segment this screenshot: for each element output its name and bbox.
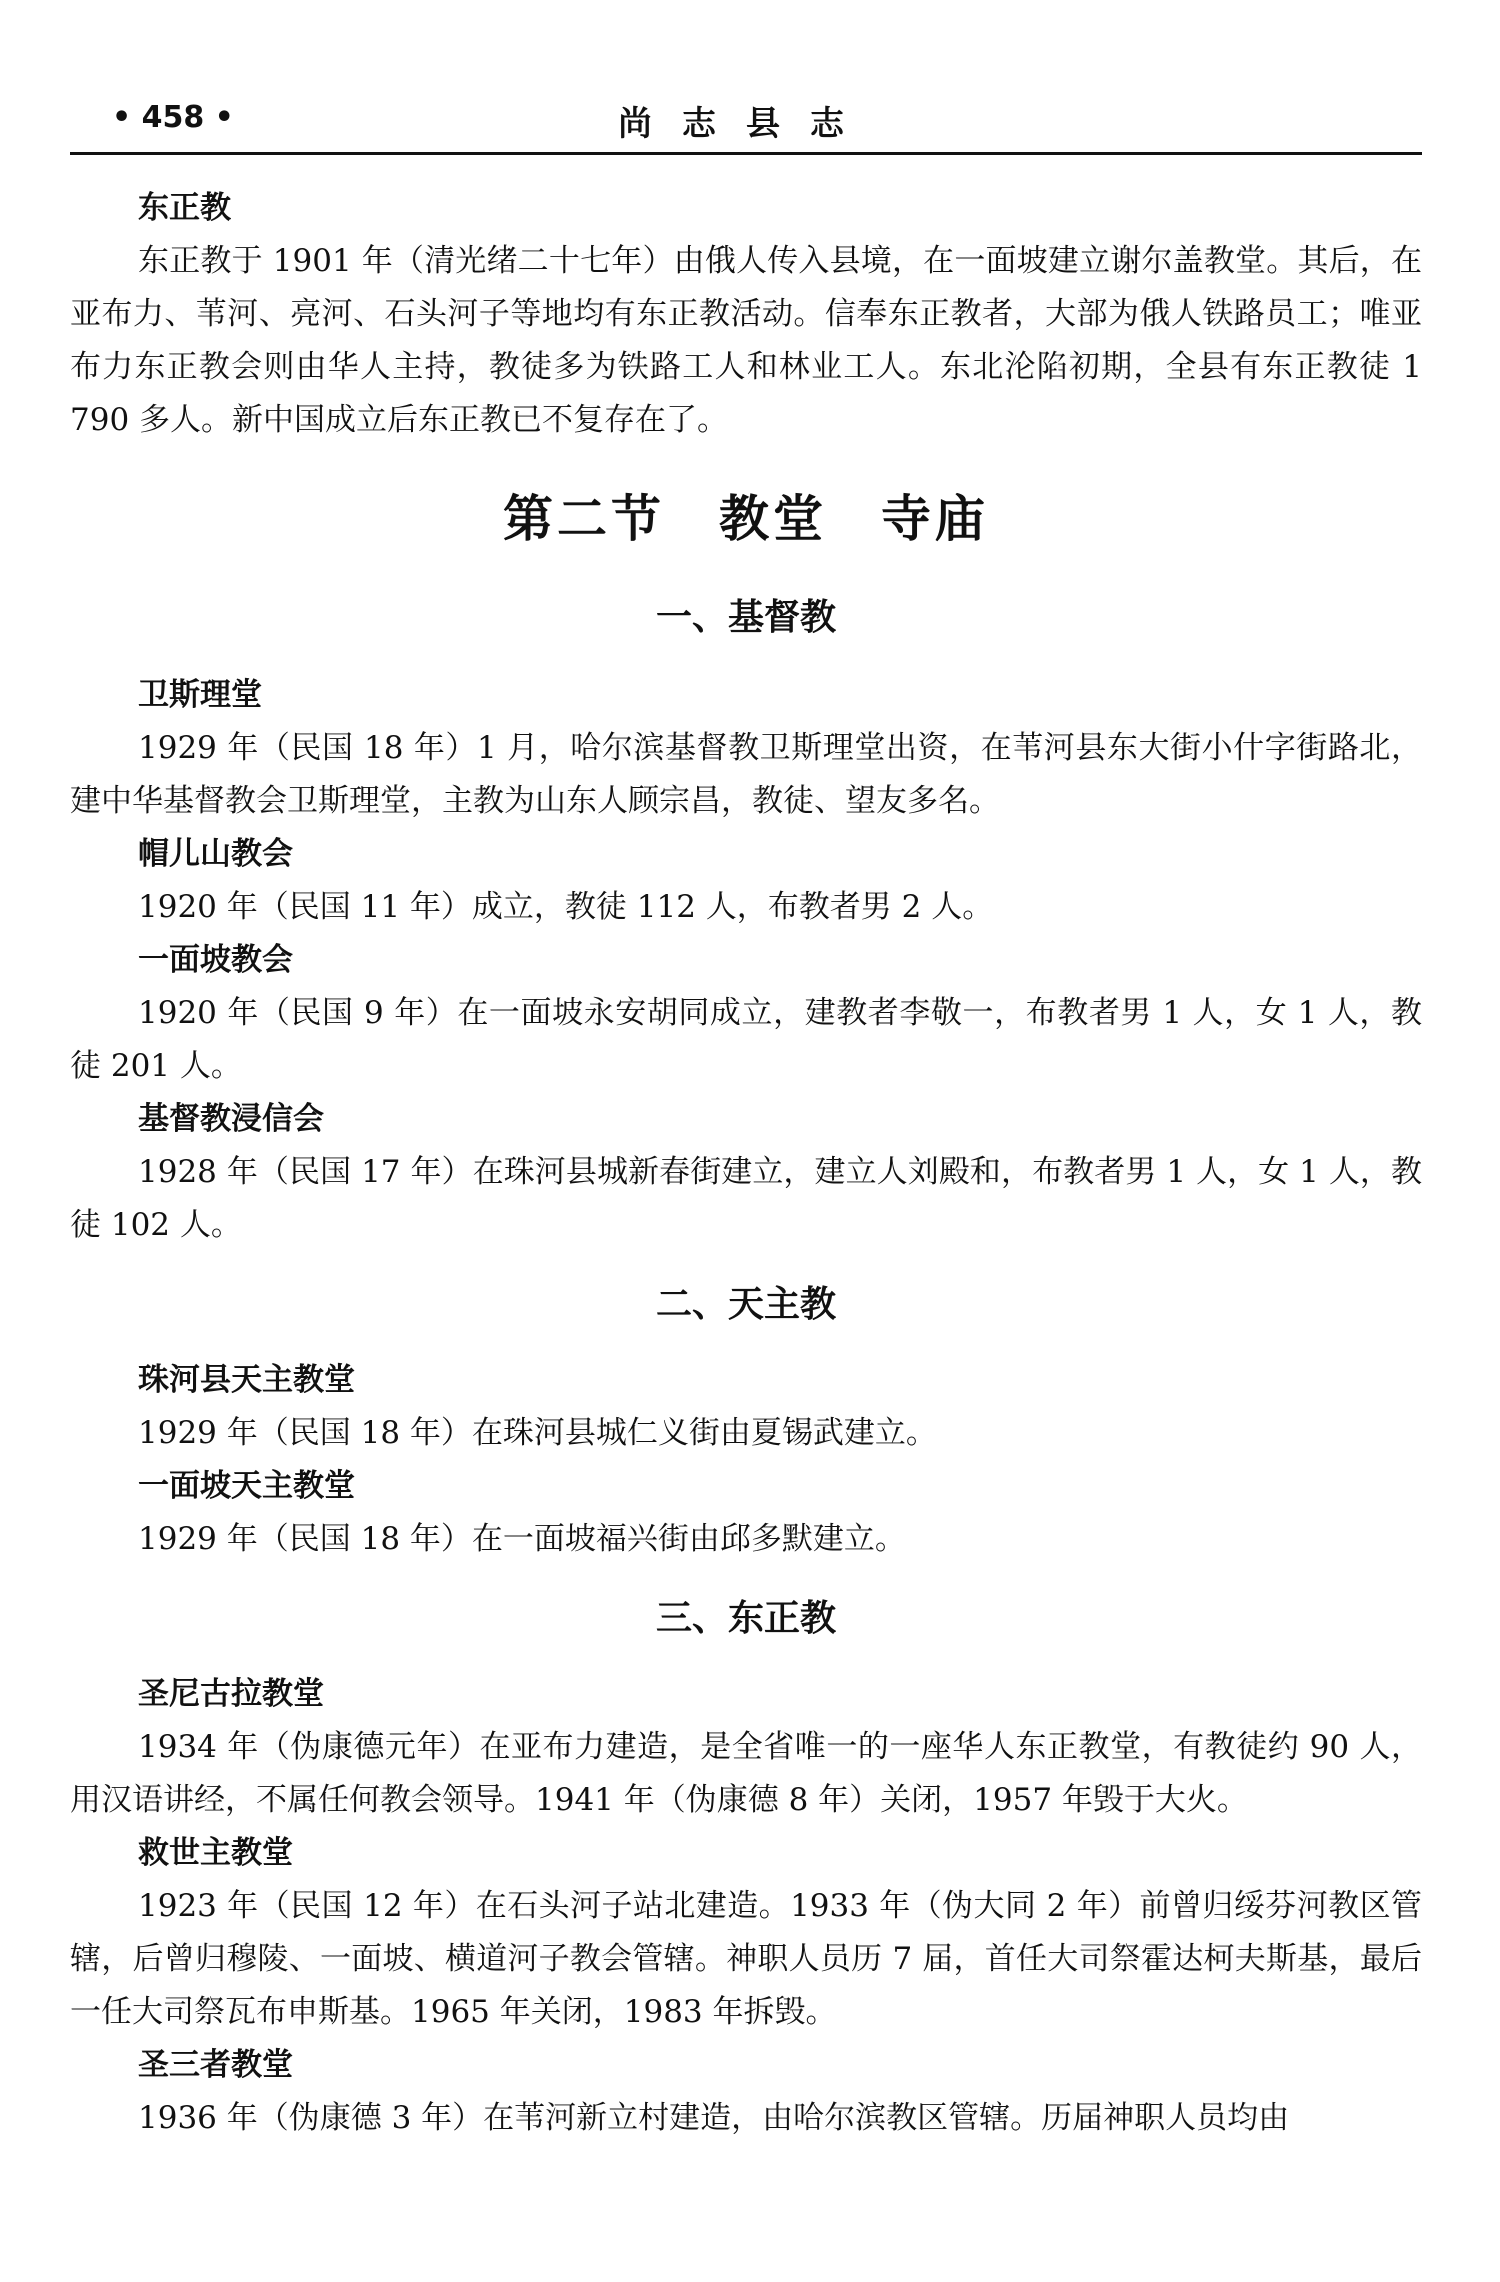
entry-heading: 卫斯理堂: [138, 677, 262, 713]
page-body: [70, 182, 1422, 2145]
entry-heading: 一面坡教会: [138, 942, 293, 978]
entry-heading: 救世主教堂: [138, 1835, 293, 1871]
category-title: 二、天主教: [655, 1284, 836, 1325]
intro-heading: 东正教: [138, 190, 231, 226]
intro-paragraph: 东正教于 1901 年（清光绪二十七年）由俄人传入县境，在一面坡建立谢尔盖教堂。其后，在亚布力、苇河、亮河、石头河子等地均有东正教活动。信奉东正教者，大部为俄人铁路员工；唯亚布力东正教会则由华人主持，教徒多为铁路工人和林业工人。东北沦陷初期，全县有东正教徒 1 790 多人。新中国成立后东正教已不复存在了。: [70, 243, 1422, 438]
header-rule: [70, 152, 1422, 155]
entry-text: 1920 年（民国 11 年）成立，教徒 112 人，布教者男 2 人。: [138, 889, 994, 925]
running-title: 尚志县志: [618, 104, 874, 144]
entry-text: 1929 年（民国 18 年）在珠河县城仁义街由夏锡武建立。: [138, 1415, 937, 1451]
page-header: [70, 92, 1422, 150]
entry-text: 1928 年（民国 17 年）在珠河县城新春街建立，建立人刘殿和，布教者男 1 人，女 1 人，教徒 102 人。: [70, 1154, 1422, 1243]
entry-heading: 一面坡天主教堂: [138, 1468, 355, 1504]
page-number: • 458 •: [112, 100, 234, 135]
entry-heading: 珠河县天主教堂: [138, 1362, 355, 1398]
entry-text: 1929 年（民国 18 年）1 月，哈尔滨基督教卫斯理堂出资，在苇河县东大街小什字街路北，建中华基督教会卫斯理堂，主教为山东人顾宗昌，教徒、望友多名。: [70, 730, 1422, 819]
entry-text: 1936 年（伪康德 3 年）在苇河新立村建造，由哈尔滨教区管辖。历届神职人员均由: [138, 2100, 1290, 2136]
entry-text: 1934 年（伪康德元年）在亚布力建造，是全省唯一的一座华人东正教堂，有教徒约 90 人，用汉语讲经，不属任何教会领导。1941 年（伪康德 8 年）关闭，1957 年毁于大火。: [70, 1729, 1422, 1818]
category-title: 三、东正教: [655, 1598, 836, 1639]
entry-text: 1923 年（民国 12 年）在石头河子站北建造。1933 年（伪大同 2 年）前曾归绥芬河教区管辖，后曾归穆陵、一面坡、横道河子教会管辖。神职人员历 7 届，首任大司祭霍达柯夫斯基，最后一任大司祭瓦布申斯基。1965 年关闭，1983 年拆毁。: [70, 1888, 1422, 2030]
section-title: 第二节 教堂 寺庙: [503, 490, 989, 548]
entry-heading: 圣尼古拉教堂: [138, 1676, 324, 1712]
entry-heading: 基督教浸信会: [138, 1101, 324, 1137]
entry-text: 1929 年（民国 18 年）在一面坡福兴街由邱多默建立。: [138, 1521, 906, 1557]
entry-text: 1920 年（民国 9 年）在一面坡永安胡同成立，建教者李敬一，布教者男 1 人，女 1 人，教徒 201 人。: [70, 995, 1422, 1084]
entry-heading: 圣三者教堂: [138, 2047, 293, 2083]
category-title: 一、基督教: [655, 597, 836, 638]
entry-heading: 帽儿山教会: [138, 836, 293, 872]
